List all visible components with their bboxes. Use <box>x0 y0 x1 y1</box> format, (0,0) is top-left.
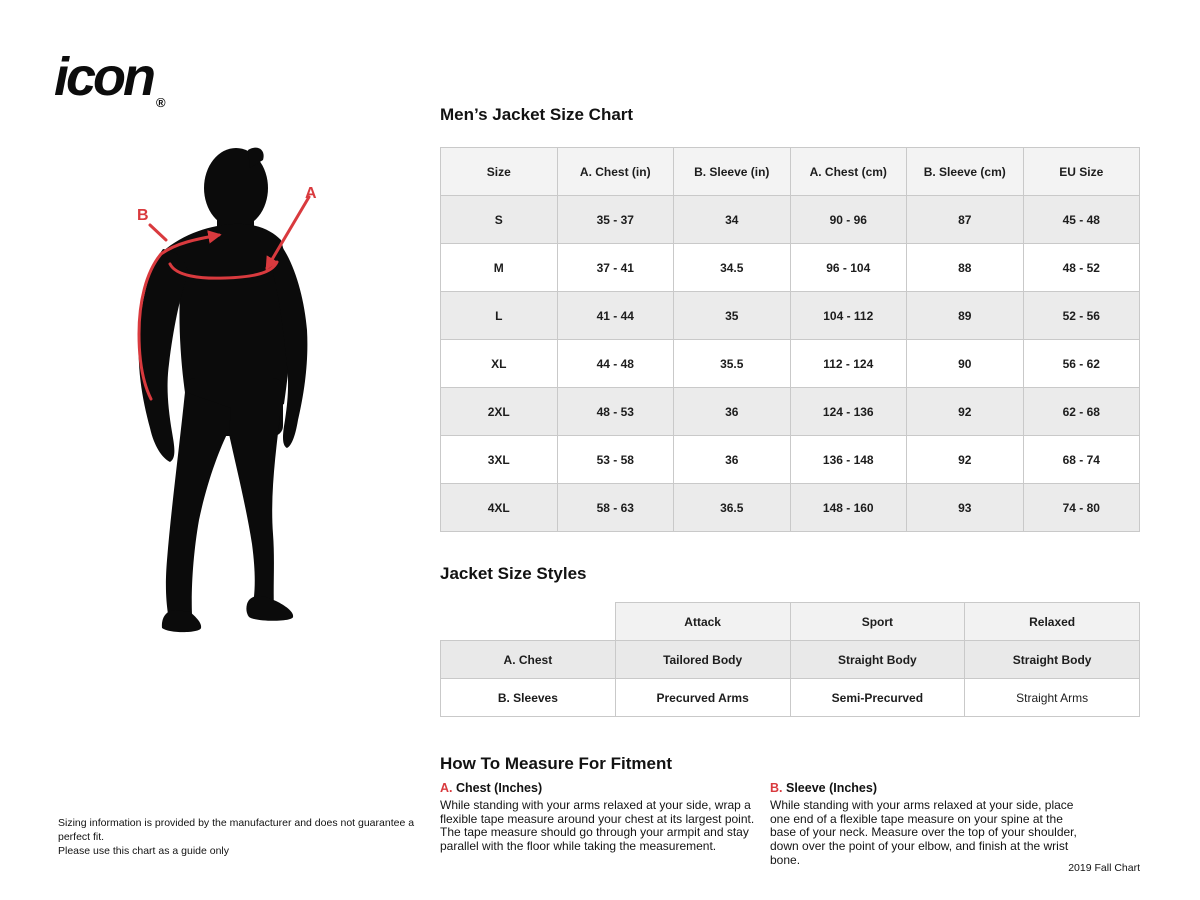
icon-logo <box>54 47 166 110</box>
cell-chest-in: 53 - 58 <box>557 436 674 484</box>
cell-sleeve-in: 34.5 <box>674 244 791 292</box>
measure-chest-prefix: A. <box>440 781 453 795</box>
table-row <box>441 292 1140 340</box>
cell-eu-size: 45 - 48 <box>1023 196 1140 244</box>
jacket-size-styles-table <box>440 602 1140 717</box>
cell-sport-chest: Straight Body <box>790 641 965 679</box>
styles-table-title: Jacket Size Styles <box>440 564 587 583</box>
table-row <box>441 340 1140 388</box>
cell-sleeve-cm: 92 <box>907 436 1024 484</box>
cell-sleeve-in: 36 <box>674 388 791 436</box>
cell-sleeve-cm: 93 <box>907 484 1024 532</box>
table-row <box>441 679 1140 717</box>
cell-chest-in: 37 - 41 <box>557 244 674 292</box>
body-silhouette <box>139 148 308 633</box>
cell-attack-sleeves: Precurved Arms <box>615 679 790 717</box>
disclaimer-line-1: Sizing information is provided by the manufacturer and does not guarantee a perfect fit. <box>58 817 415 843</box>
cell-size: M <box>441 244 558 292</box>
icon-logo-text: icon <box>54 47 154 107</box>
measure-sleeve-name: Sleeve (Inches) <box>785 781 877 795</box>
col-header-size: Size <box>441 148 558 196</box>
cell-sleeve-in: 36 <box>674 436 791 484</box>
cell-eu-size: 62 - 68 <box>1023 388 1140 436</box>
cell-eu-size: 56 - 62 <box>1023 340 1140 388</box>
cell-size: XL <box>441 340 558 388</box>
cell-chest-cm: 104 - 112 <box>790 292 907 340</box>
cell-size: 3XL <box>441 436 558 484</box>
cell-sleeve-cm: 90 <box>907 340 1024 388</box>
cell-chest-in: 41 - 44 <box>557 292 674 340</box>
measure-columns <box>440 782 1140 868</box>
col-header-sport: Sport <box>790 603 965 641</box>
cell-sleeve-in: 34 <box>674 196 791 244</box>
measure-section-title: How To Measure For Fitment <box>440 754 673 773</box>
cell-size: 4XL <box>441 484 558 532</box>
cell-attack-chest: Tailored Body <box>615 641 790 679</box>
measurement-figure <box>100 140 380 640</box>
measure-chest-name: Chest (Inches) <box>455 781 543 795</box>
blank-cell <box>441 603 616 641</box>
content-column <box>440 105 1140 868</box>
cell-eu-size: 48 - 52 <box>1023 244 1140 292</box>
cell-chest-in: 58 - 63 <box>557 484 674 532</box>
measure-sleeve-prefix: B. <box>770 781 783 795</box>
figure-label-a: A <box>305 185 317 202</box>
cell-eu-size: 52 - 56 <box>1023 292 1140 340</box>
measure-chest-block <box>440 782 768 868</box>
measure-sleeve-heading <box>770 782 1092 796</box>
sizing-disclaimer <box>58 817 438 859</box>
cell-chest-cm: 136 - 148 <box>790 436 907 484</box>
cell-size: L <box>441 292 558 340</box>
cell-sleeve-cm: 87 <box>907 196 1024 244</box>
row-label-sleeves: B. Sleeves <box>441 679 616 717</box>
table-row <box>441 436 1140 484</box>
cell-chest-in: 44 - 48 <box>557 340 674 388</box>
figure-label-b: B <box>137 207 149 224</box>
row-label-chest: A. Chest <box>441 641 616 679</box>
mens-jacket-size-table <box>440 147 1140 532</box>
cell-eu-size: 74 - 80 <box>1023 484 1140 532</box>
cell-chest-in: 48 - 53 <box>557 388 674 436</box>
cell-sleeve-in: 35.5 <box>674 340 791 388</box>
cell-sleeve-cm: 92 <box>907 388 1024 436</box>
styles-header-row <box>441 603 1140 641</box>
col-header-relaxed: Relaxed <box>965 603 1140 641</box>
cell-relaxed-sleeves: Straight Arms <box>965 679 1140 717</box>
cell-chest-cm: 112 - 124 <box>790 340 907 388</box>
table-row <box>441 244 1140 292</box>
cell-sleeve-in: 35 <box>674 292 791 340</box>
cell-chest-in: 35 - 37 <box>557 196 674 244</box>
cell-relaxed-chest: Straight Body <box>965 641 1140 679</box>
cell-chest-cm: 148 - 160 <box>790 484 907 532</box>
cell-sleeve-cm: 89 <box>907 292 1024 340</box>
measure-sleeve-block <box>770 782 1092 868</box>
cell-chest-cm: 124 - 136 <box>790 388 907 436</box>
registered-trademark-icon: ® <box>156 95 166 110</box>
cell-size: S <box>441 196 558 244</box>
cell-chest-cm: 90 - 96 <box>790 196 907 244</box>
disclaimer-line-2: Please use this chart as a guide only <box>58 844 230 857</box>
col-header-sleeve-cm: B. Sleeve (cm) <box>907 148 1024 196</box>
table-row <box>441 484 1140 532</box>
cell-sleeve-in: 36.5 <box>674 484 791 532</box>
cell-sport-sleeves: Semi-Precurved <box>790 679 965 717</box>
label-b-pointer-line <box>150 225 166 240</box>
measure-chest-body: While standing with your arms relaxed at your side, wrap a flexible tape measure around your chest at its largest point. The tape measure should go through your armpit and stay parallel with the floor while taking the measurement. <box>440 797 755 854</box>
table-row <box>441 388 1140 436</box>
measure-sleeve-body: While standing with your arms relaxed at your side, place one end of a flexible tape measure on your spine at the base of your neck. Measure over the top of your shoulder, down over the point of your elbow, and finish at the wrist bone. <box>770 797 1077 867</box>
chart-version-label: 2019 Fall Chart <box>1068 862 1140 874</box>
cell-size: 2XL <box>441 388 558 436</box>
size-chart-title: Men’s Jacket Size Chart <box>440 105 634 124</box>
table-row <box>441 196 1140 244</box>
cell-chest-cm: 96 - 104 <box>790 244 907 292</box>
cell-sleeve-cm: 88 <box>907 244 1024 292</box>
col-header-eu-size: EU Size <box>1023 148 1140 196</box>
table-row <box>441 641 1140 679</box>
col-header-chest-in: A. Chest (in) <box>557 148 674 196</box>
col-header-attack: Attack <box>615 603 790 641</box>
col-header-sleeve-in: B. Sleeve (in) <box>674 148 791 196</box>
male-silhouette-graphic <box>100 140 380 640</box>
cell-eu-size: 68 - 74 <box>1023 436 1140 484</box>
col-header-chest-cm: A. Chest (cm) <box>790 148 907 196</box>
size-table-header-row <box>441 148 1140 196</box>
measure-chest-heading <box>440 782 768 796</box>
